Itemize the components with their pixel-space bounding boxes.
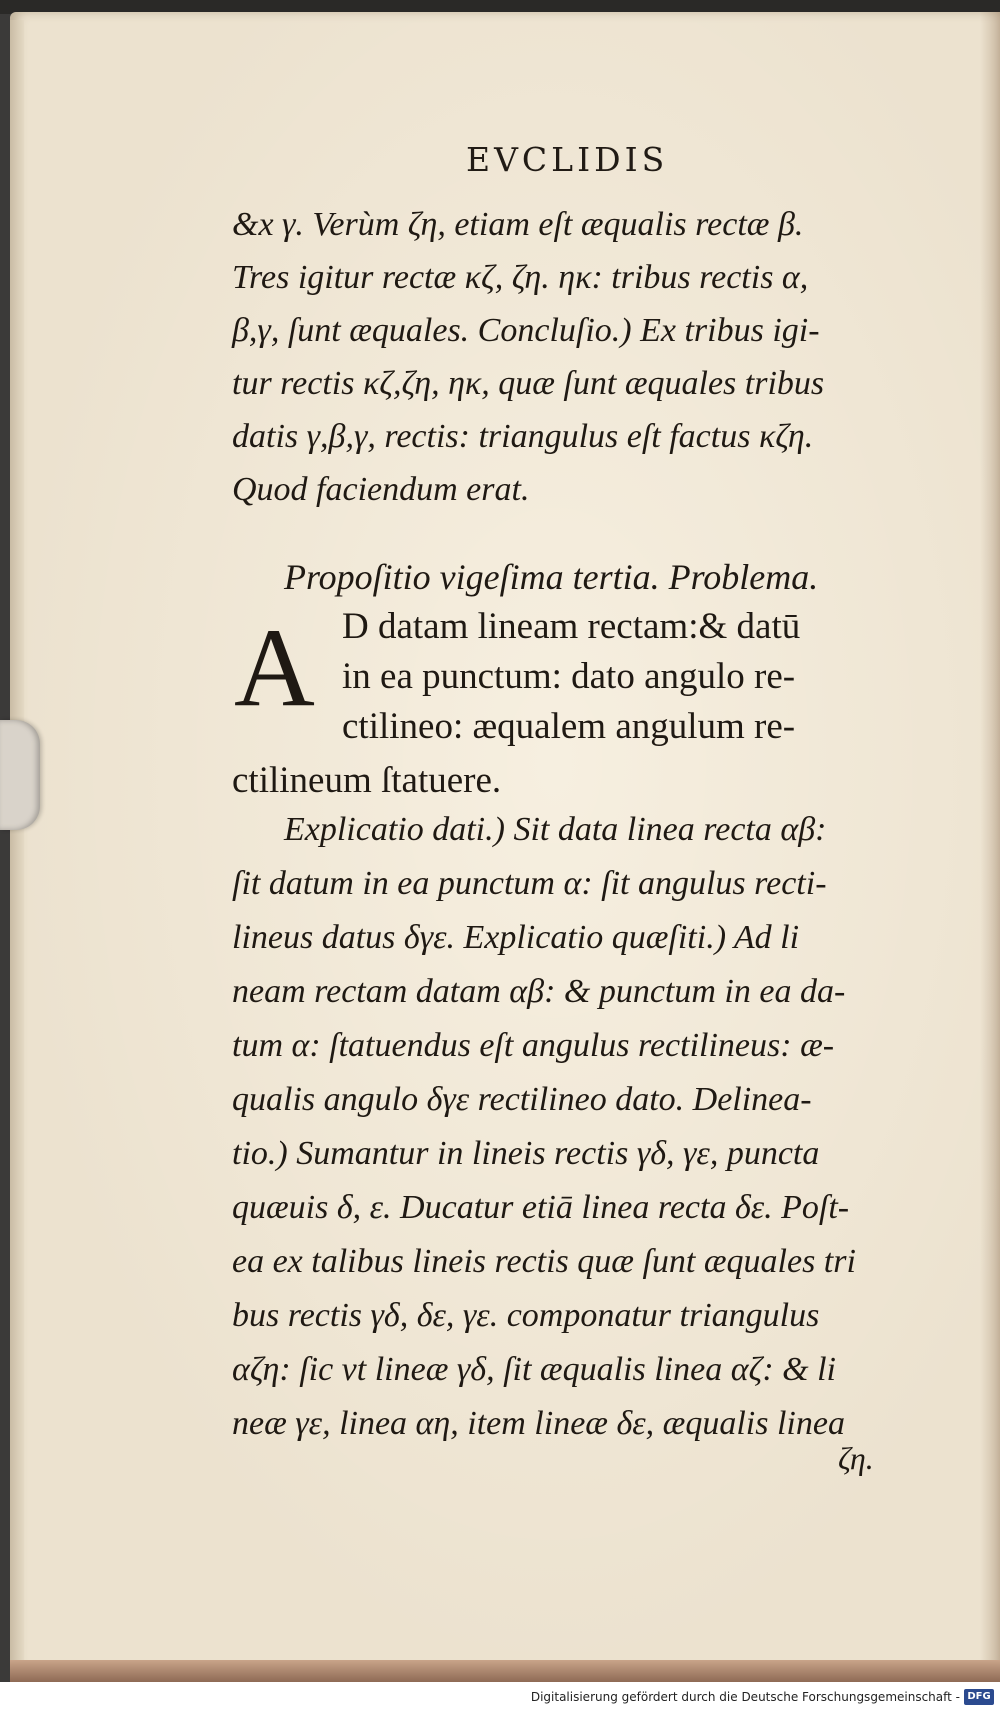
enunciation-line: ctilineum ſtatuere. xyxy=(232,760,502,801)
text-line: datis γ,β,γ, rectis: triangulus eſt factus κζη. xyxy=(232,418,814,455)
text-line: Quod faciendum erat. xyxy=(232,471,530,508)
text-line: tur rectis κζ,ζη, ηκ, quæ ſunt æquales tribus xyxy=(232,365,825,402)
text-line: ſit datum in ea punctum α: ſit angulus recti- xyxy=(232,865,827,902)
text-line: &x γ. Verùm ζη, etiam eſt æqualis rectæ β. xyxy=(232,206,804,243)
page-gutter xyxy=(10,20,24,1670)
enunciation-line: ctilineo: æqualem angulum re- xyxy=(342,706,796,747)
drop-cap: A xyxy=(234,606,315,730)
footer-bar xyxy=(0,1682,1000,1714)
text-line: αζη: ſic vt lineæ γδ, ſit æqualis linea αζ: & li xyxy=(232,1351,836,1388)
text-line: Explicatio dati.) Sit data linea recta αβ: xyxy=(284,811,827,848)
text-line: quæuis δ, ε. Ducatur etiā linea recta δε. Poſt- xyxy=(232,1189,850,1226)
enunciation-line: in ea punctum: dato angulo re- xyxy=(342,656,796,697)
text-line: ea ex talibus lineis rectis quæ ſunt æquales tri xyxy=(232,1243,856,1280)
footer-credit: Digitalisierung gefördert durch die Deutsche Forschungsgemeinschaft - xyxy=(530,1690,960,1704)
page-clip xyxy=(0,720,40,830)
final-fragment: ζη. xyxy=(838,1440,874,1476)
page-bottom-edge xyxy=(10,1660,1000,1682)
dfg-logo: DFG xyxy=(964,1689,994,1705)
text-line: lineus datus δγε. Explicatio quæſiti.) Ad li xyxy=(232,919,800,956)
text-line: qualis angulo δγε rectilineo dato. Delinea- xyxy=(232,1081,812,1118)
text-line: β,γ, ſunt æquales. Concluſio.) Ex tribus igi- xyxy=(232,312,820,349)
text-line: Tres igitur rectæ κζ, ζη. ηκ: tribus rectis α, xyxy=(232,259,809,296)
text-line: bus rectis γδ, δε, γε. componatur triangulus xyxy=(232,1297,820,1334)
text-line: neam rectam datam αβ: & punctum in ea da- xyxy=(232,973,846,1010)
text-line: tio.) Sumantur in lineis rectis γδ, γε, puncta xyxy=(232,1135,820,1172)
text-line: tum α: ſtatuendus eſt angulus rectilineus: æ- xyxy=(232,1027,835,1064)
proposition-heading: Propoſitio vigeſima tertia. Problema. xyxy=(284,557,819,597)
enunciation-line: D datam lineam rectam:& datū xyxy=(342,606,801,647)
text-line: neæ γε, linea αη, item lineæ δε, æqualis linea xyxy=(232,1405,845,1442)
running-head: EVCLIDIS xyxy=(466,140,669,179)
